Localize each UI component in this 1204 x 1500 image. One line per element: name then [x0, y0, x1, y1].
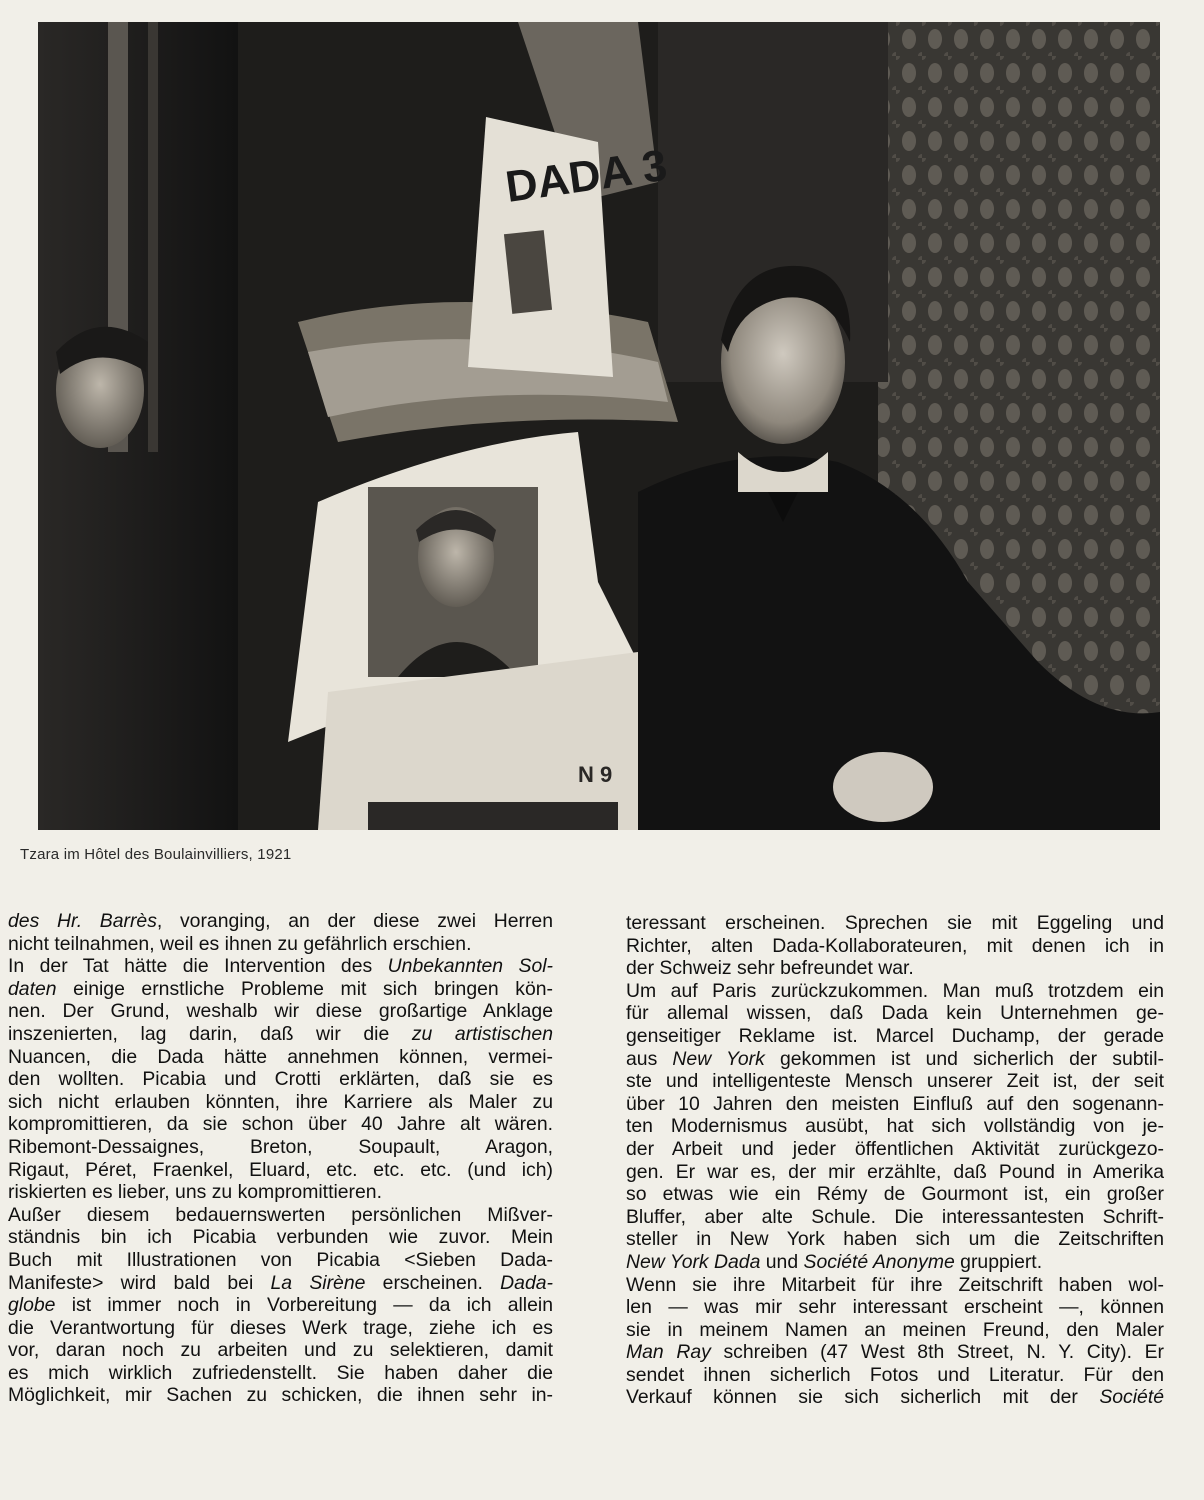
text-segment: Manifeste> wird bald bei — [8, 1271, 271, 1294]
text-segment: vor, daran noch zu arbeiten und zu selektieren, damit — [8, 1339, 553, 1362]
text-segment: genseitiger Reklame ist. Marcel Duchamp, der gerade — [626, 1024, 1164, 1047]
text-segment: und — [760, 1250, 804, 1273]
text-segment: sich nicht erlauben könnten, ihre Karriere als Maler zu — [8, 1090, 553, 1113]
text-segment: riskierten es lieber, uns zu kompromittieren. — [8, 1181, 382, 1204]
text-segment: Nuancen, die Dada hätte annehmen können, vermei- — [8, 1045, 553, 1068]
text-segment: einige ernstliche Probleme mit sich bringen kön- — [56, 977, 553, 1000]
text-segment: Ribemont-Dessaignes, Breton, Soupault, Aragon, — [8, 1135, 553, 1158]
text-segment: sie in meinem Namen an meinen Freund, den Maler — [626, 1318, 1164, 1341]
text-line — [8, 910, 553, 933]
italic-text-segment: Société Anonyme — [803, 1250, 955, 1273]
text-segment: Richter, alten Dada-Kollaborateuren, mit denen ich in — [626, 934, 1164, 957]
text-line — [8, 1317, 553, 1340]
text-segment: gen. Er war es, der mir erzählte, daß Pound in Amerika — [626, 1160, 1164, 1183]
text-segment: , voranging, an der diese zwei Herren — [156, 910, 553, 932]
text-segment: steller in New York haben sich um die Zeitschriften — [626, 1228, 1164, 1251]
text-segment: so etwas wie ein Rémy de Gourmont ist, ein großer — [626, 1183, 1164, 1206]
text-segment: sendet ihnen sicherlich Fotos und Literatur. Für den — [626, 1363, 1164, 1386]
text-segment: gruppiert. — [954, 1250, 1043, 1273]
text-segment: len — was mir sehr interessant erscheint —, können — [626, 1296, 1164, 1319]
text-segment: In der Tat hätte die Intervention des — [8, 955, 388, 978]
text-segment: erscheinen. — [365, 1271, 501, 1294]
text-line — [626, 1183, 1164, 1206]
text-line — [626, 1274, 1164, 1297]
text-line — [626, 1319, 1164, 1342]
text-segment: nicht teilnahmen, weil es ihnen zu gefährlich erschien. — [8, 932, 472, 955]
newspaper-text: N 9 — [578, 762, 613, 787]
text-segment: Rigaut, Péret, Fraenkel, Eluard, etc. etc. etc. (und ich) — [8, 1158, 553, 1181]
text-line — [626, 935, 1164, 958]
text-line — [626, 1206, 1164, 1229]
text-segment: ständnis bin ich Picabia verbunden wie zuvor. Mein — [8, 1226, 553, 1249]
text-line — [626, 1025, 1164, 1048]
text-line — [8, 1023, 553, 1046]
italic-text-segment: La Sirène — [270, 1271, 366, 1294]
text-segment: aus — [626, 1047, 673, 1070]
text-line — [8, 955, 553, 978]
text-segment: der Schweiz sehr befreundet war. — [626, 957, 914, 980]
text-line — [8, 1272, 553, 1295]
italic-text-segment: Man Ray — [626, 1341, 711, 1364]
text-line — [8, 1136, 553, 1159]
text-line — [626, 1070, 1164, 1093]
italic-text-segment: daten — [8, 977, 57, 1000]
text-segment: ten Modernismus ausübt, hat sich vollständig von je- — [626, 1115, 1164, 1138]
left-text-column — [8, 910, 553, 1407]
text-segment: teressant erscheinen. Sprechen sie mit Eggeling und — [626, 912, 1164, 934]
text-line — [626, 1296, 1164, 1319]
right-text-column — [626, 912, 1164, 1409]
italic-text-segment: Dada- — [500, 1271, 553, 1294]
text-line — [626, 1093, 1164, 1116]
text-line — [8, 1181, 553, 1204]
text-line — [626, 1138, 1164, 1161]
text-segment: ste und intelligenteste Mensch unserer Zeit ist, der seit — [626, 1070, 1164, 1093]
text-line — [8, 978, 553, 1001]
text-line — [8, 933, 553, 956]
text-segment: kompromittieren, da sie schon über 40 Jahre alt wären. — [8, 1113, 553, 1136]
text-line — [8, 1091, 553, 1114]
text-segment: ist immer noch in Vorbereitung — da ich allein — [55, 1294, 553, 1317]
text-segment: Bluffer, aber alte Schule. Die interessantesten Schrift- — [626, 1205, 1164, 1228]
italic-text-segment: Société — [1099, 1386, 1164, 1409]
italic-text-segment: zu artistischen — [411, 1022, 553, 1045]
text-line — [626, 957, 1164, 980]
text-line — [626, 980, 1164, 1003]
text-line — [8, 1249, 553, 1272]
text-line — [626, 1251, 1164, 1274]
text-line — [626, 1048, 1164, 1071]
italic-text-segment: New York Dada — [626, 1250, 761, 1273]
text-segment: Möglichkeit, mir Sachen zu schicken, die ihnen sehr in- — [8, 1384, 553, 1407]
text-line — [8, 1204, 553, 1227]
text-line — [626, 912, 1164, 935]
poster-text: DADA 3 — [502, 140, 670, 212]
text-segment: gekommen ist und sicherlich der subtil- — [764, 1047, 1164, 1070]
text-line — [8, 1000, 553, 1023]
text-line — [8, 1362, 553, 1385]
text-line — [626, 1161, 1164, 1184]
text-segment: über 10 Jahren den meisten Einfluß auf den sogenann- — [626, 1092, 1164, 1115]
text-segment: der Arbeit und jeder öffentlichen Aktivität zurückgezo- — [626, 1137, 1164, 1160]
text-line — [8, 1339, 553, 1362]
text-segment: Buch mit Illustrationen von Picabia <Sieben Dada- — [8, 1248, 553, 1271]
text-line — [8, 1068, 553, 1091]
text-segment: Wenn sie ihre Mitarbeit für ihre Zeitschrift haben wol- — [626, 1273, 1164, 1296]
italic-text-segment: globe — [8, 1294, 56, 1317]
text-line — [626, 1364, 1164, 1387]
text-line — [8, 1384, 553, 1407]
text-line — [626, 1341, 1164, 1364]
text-line — [626, 1386, 1164, 1409]
text-line — [626, 1002, 1164, 1025]
text-line — [626, 1115, 1164, 1138]
text-segment: inszenierten, lag darin, daß wir die — [8, 1022, 412, 1045]
italic-text-segment: des Hr. Barrès — [8, 910, 157, 932]
text-segment: nen. Der Grund, weshalb wir diese großartige Anklage — [8, 1000, 553, 1023]
text-line — [8, 1113, 553, 1136]
text-segment: die Verantwortung für dieses Werk trage, ziehe ich es — [8, 1316, 553, 1339]
text-line — [8, 1226, 553, 1249]
italic-text-segment: New York — [672, 1047, 765, 1070]
italic-text-segment: Unbekannten Sol- — [387, 955, 553, 978]
text-segment: es mich wirklich zufriedenstellt. Sie haben daher die — [8, 1361, 553, 1384]
text-segment: für allemal wissen, daß Dada kein Unternehmen ge- — [626, 1002, 1164, 1025]
text-segment: schreiben (47 West 8th Street, N. Y. City). Er — [710, 1341, 1164, 1364]
text-segment: Außer diesem bedauernswerten persönlichen Mißver- — [8, 1203, 553, 1226]
text-segment: Verkauf können sie sich sicherlich mit der — [626, 1386, 1100, 1409]
photo-caption: Tzara im Hôtel des Boulainvilliers, 1921 — [20, 846, 292, 863]
text-line — [8, 1046, 553, 1069]
text-line — [626, 1228, 1164, 1251]
photograph — [38, 22, 1160, 830]
text-line — [8, 1294, 553, 1317]
text-segment: den wollten. Picabia und Crotti erklärten, daß sie es — [8, 1068, 553, 1091]
text-segment: Um auf Paris zurückzukommen. Man muß trotzdem ein — [626, 979, 1164, 1002]
text-line — [8, 1159, 553, 1182]
